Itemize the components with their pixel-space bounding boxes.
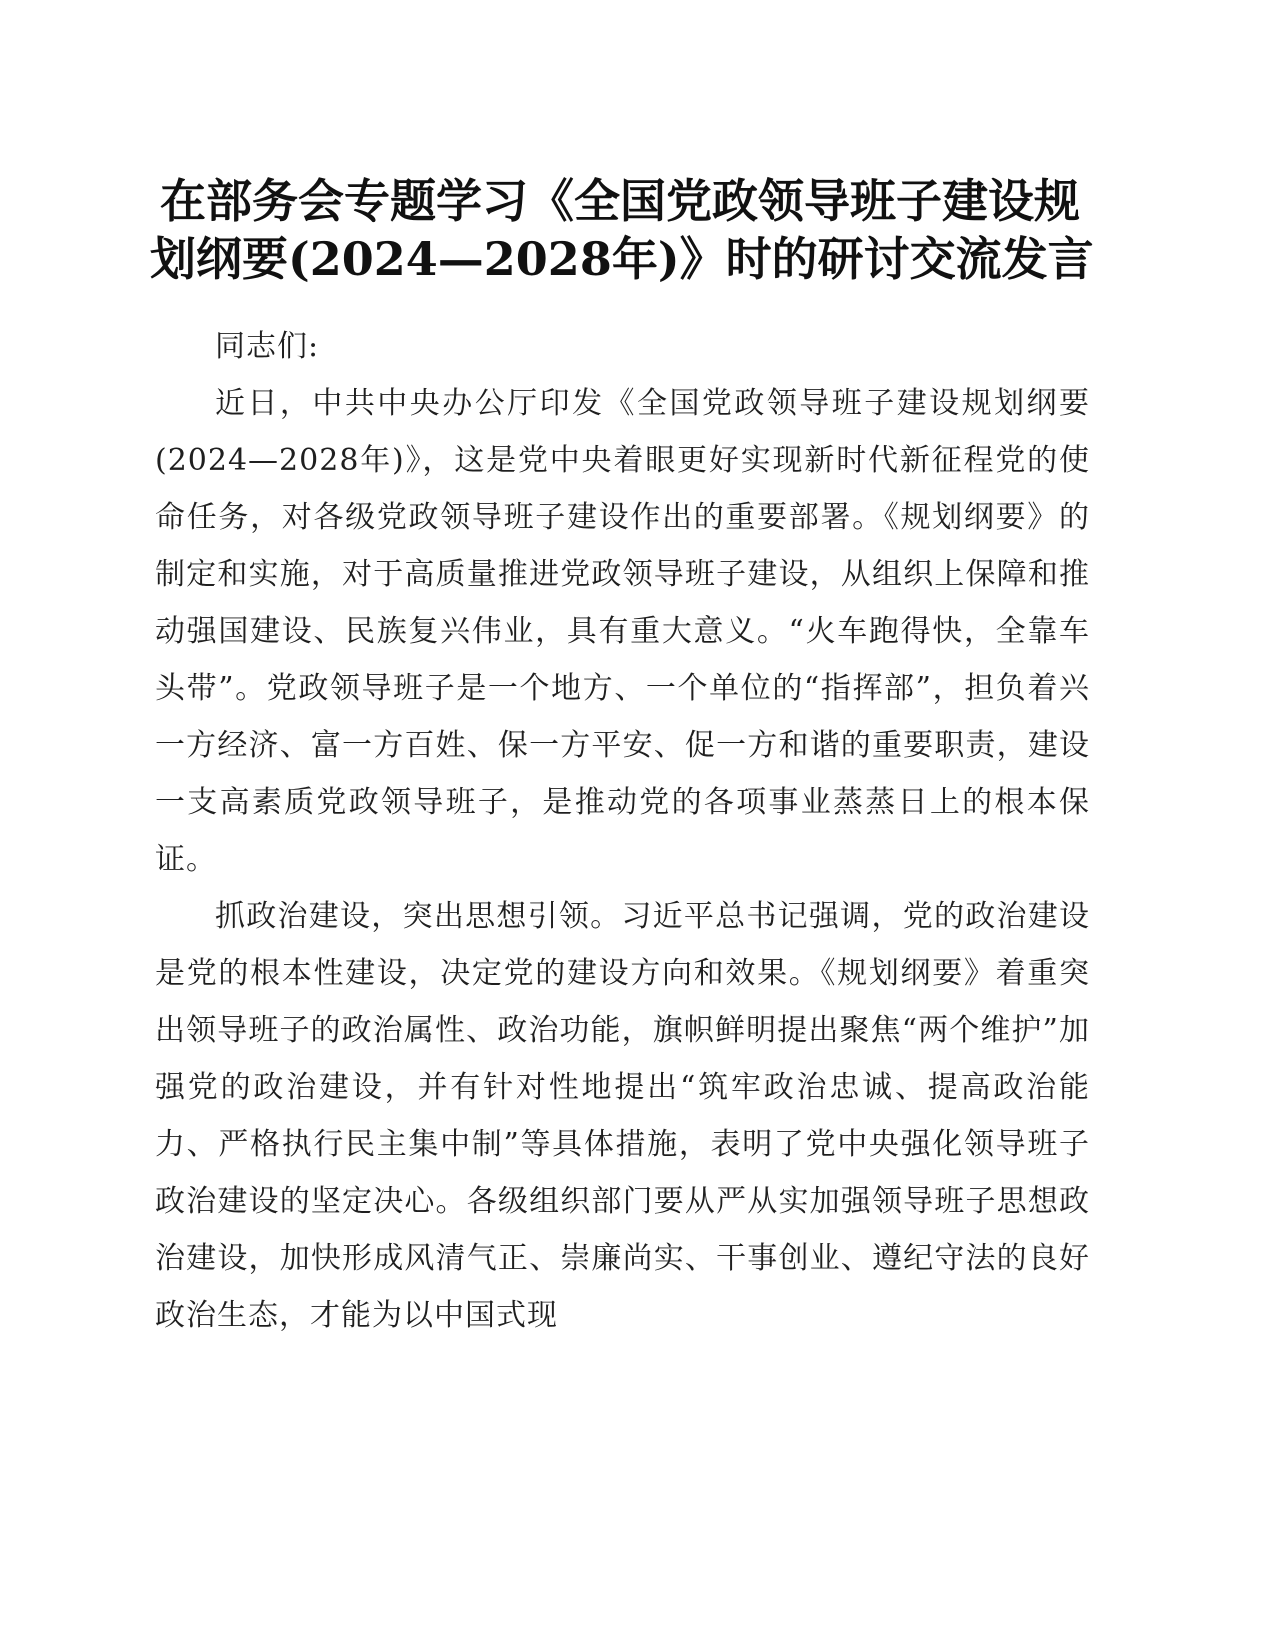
document-body (155, 318, 1090, 1344)
greeting: 同志们: (215, 329, 320, 364)
paragraph-1: 近日，中共中央办公厅印发《全国党政领导班子建设规划纲要(2024—2028年)》，这是党中央着眼更好实现新时代新征程党的使命任务，对各级党政领导班子建设作出的重要部署。《规划纲要》的制定和实施，对于高质量推进党政领导班子建设，从组织上保障和推动强国建设、民族复兴伟业，具有重大意义。“火车跑得快，全靠车头带”。党政领导班子是一个地方、一个单位的“指挥部”，担负着兴一方经济、富一方百姓、保一方平安、促一方和谐的重要职责，建设一支高素质党政领导班子，是推动党的各项事业蒸蒸日上的根本保证。 (155, 386, 1090, 877)
paragraph-2: 抓政治建设，突出思想引领。习近平总书记强调，党的政治建设是党的根本性建设，决定党的建设方向和效果。《规划纲要》着重突出领导班子的政治属性、政治功能，旗帜鲜明提出聚焦“两个维护”加强党的政治建设，并有针对性地提出“筑牢政治忠诚、提高政治能力、严格执行民主集中制”等具体措施，表明了党中央强化领导班子政治建设的坚定决心。各级组织部门要从严从实加强领导班子思想政治建设，加快形成风清气正、崇廉尚实、干事创业、遵纪守法的良好政治生态，才能为以中国式现 (155, 899, 1090, 1333)
document-title (150, 172, 1094, 288)
title-line-1: 在部务会专题学习《全国党政领导班子建设规 (160, 174, 1080, 228)
title-line-2: 划纲要(2024—2028年)》时的研讨交流发言 (150, 232, 1094, 286)
